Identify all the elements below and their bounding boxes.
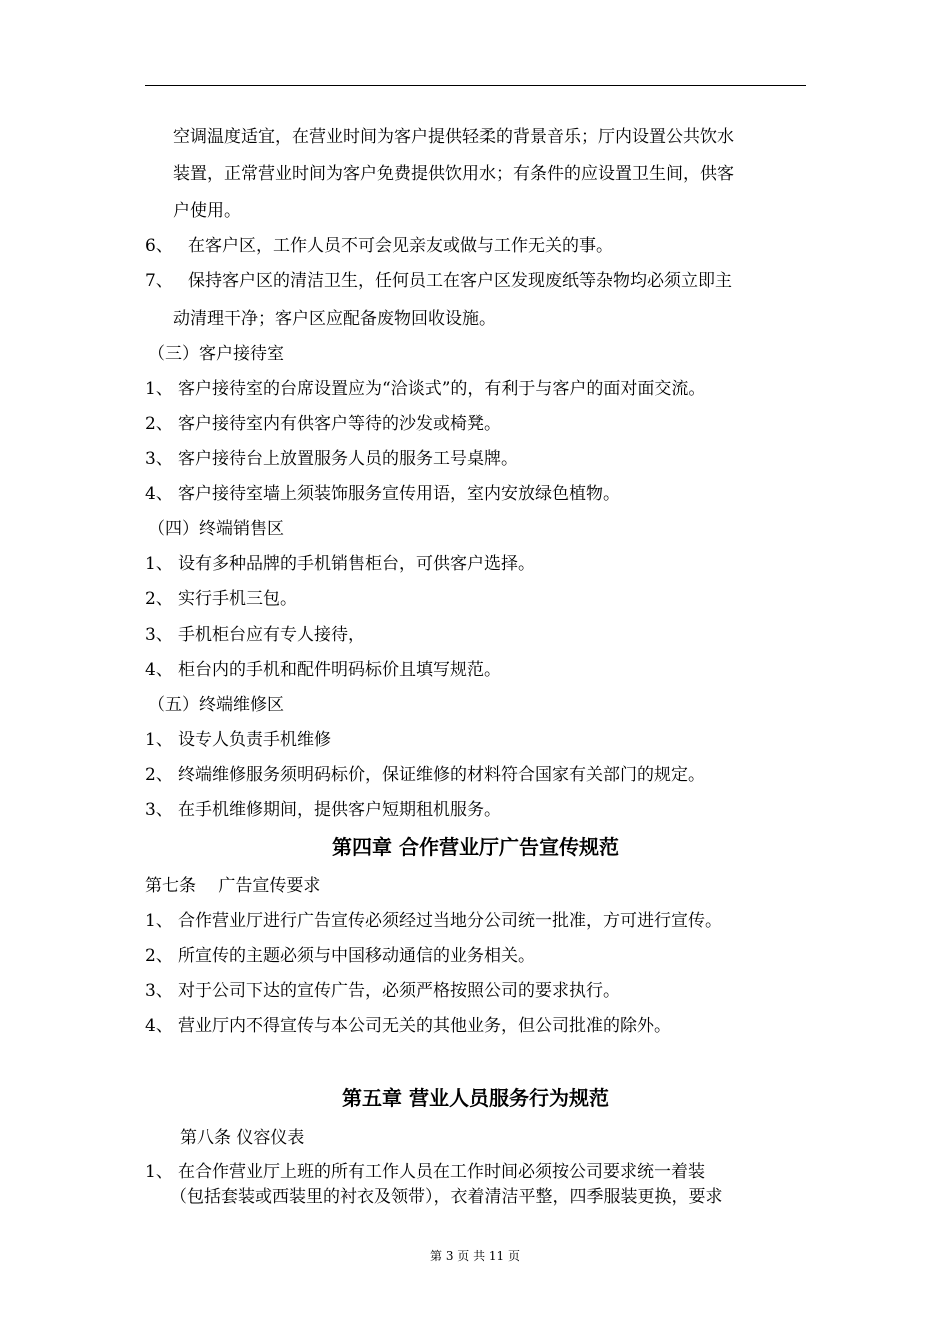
item-text: 在手机维修期间，提供客户短期租机服务。 bbox=[178, 800, 501, 820]
item-text: 设有多种品牌的手机销售柜台，可供客户选择。 bbox=[178, 554, 535, 574]
item-text: 实行手机三包。 bbox=[178, 589, 297, 609]
section-title: （五）终端维修区 bbox=[148, 695, 284, 715]
item-text: 客户接待室墙上须装饰服务宣传用语，室内安放绿色植物。 bbox=[178, 484, 620, 504]
item-number: 1、 bbox=[145, 554, 173, 574]
item-number: 1、 bbox=[145, 379, 173, 399]
item-text: 手机柜台应有专人接待， bbox=[178, 625, 365, 645]
article-title: 第八条 仪容仪表 bbox=[180, 1128, 305, 1148]
paragraph-line: （包括套装或西装里的衬衣及领带），衣着清洁平整，四季服装更换，要求 bbox=[170, 1187, 723, 1207]
item-number: 1、 bbox=[145, 1162, 173, 1182]
item-number: 3、 bbox=[145, 981, 173, 1001]
item-number: 1、 bbox=[145, 730, 173, 750]
item-number: 2、 bbox=[145, 946, 173, 966]
page-footer: 第 3 页 共 11 页 bbox=[430, 1249, 520, 1263]
item-number: 3、 bbox=[145, 449, 173, 469]
item-text: 保持客户区的清洁卫生，任何员工在客户区发现废纸等杂物均必须立即主 bbox=[188, 271, 732, 291]
paragraph-line: 动清理干净；客户区应配备废物回收设施。 bbox=[173, 309, 496, 329]
article-title: 第七条 广告宣传要求 bbox=[145, 876, 321, 896]
item-text: 柜台内的手机和配件明码标价且填写规范。 bbox=[178, 660, 501, 680]
item-number: 3、 bbox=[145, 625, 173, 645]
item-text: 终端维修服务须明码标价，保证维修的材料符合国家有关部门的规定。 bbox=[178, 765, 705, 785]
item-number: 4、 bbox=[145, 484, 173, 504]
item-text: 合作营业厅进行广告宣传必须经过当地分公司统一批准，方可进行宣传。 bbox=[178, 911, 722, 931]
item-number: 2、 bbox=[145, 765, 173, 785]
item-text: 营业厅内不得宣传与本公司无关的其他业务，但公司批准的除外。 bbox=[178, 1016, 671, 1036]
item-text: 在客户区，工作人员不可会见亲友或做与工作无关的事。 bbox=[188, 236, 613, 256]
item-number: 7、 bbox=[145, 271, 173, 291]
item-text: 客户接待台上放置服务人员的服务工号桌牌。 bbox=[178, 449, 518, 469]
item-text: 对于公司下达的宣传广告，必须严格按照公司的要求执行。 bbox=[178, 981, 620, 1001]
item-number: 3、 bbox=[145, 800, 173, 820]
header-rule bbox=[145, 85, 806, 86]
item-number: 1、 bbox=[145, 911, 173, 931]
paragraph-line: 户使用。 bbox=[173, 201, 241, 221]
item-text: 设专人负责手机维修 bbox=[178, 730, 331, 750]
chapter-heading: 第四章 合作营业厅广告宣传规范 bbox=[332, 835, 619, 859]
item-text: 所宣传的主题必须与中国移动通信的业务相关。 bbox=[178, 946, 535, 966]
item-number: 4、 bbox=[145, 660, 173, 680]
item-text: 客户接待室内有供客户等待的沙发或椅凳。 bbox=[178, 414, 501, 434]
item-text: 客户接待室的台席设置应为“洽谈式”的，有利于与客户的面对面交流。 bbox=[178, 379, 706, 399]
item-number: 2、 bbox=[145, 414, 173, 434]
item-number: 4、 bbox=[145, 1016, 173, 1036]
section-title: （三）客户接待室 bbox=[148, 344, 284, 364]
item-text: 在合作营业厅上班的所有工作人员在工作时间必须按公司要求统一着装 bbox=[178, 1162, 705, 1182]
item-number: 2、 bbox=[145, 589, 173, 609]
paragraph-line: 空调温度适宜，在营业时间为客户提供轻柔的背景音乐；厅内设置公共饮水 bbox=[173, 127, 734, 147]
chapter-heading: 第五章 营业人员服务行为规范 bbox=[342, 1086, 609, 1110]
section-title: （四）终端销售区 bbox=[148, 519, 284, 539]
paragraph-line: 装置，正常营业时间为客户免费提供饮用水；有条件的应设置卫生间，供客 bbox=[173, 164, 734, 184]
item-number: 6、 bbox=[145, 236, 173, 256]
